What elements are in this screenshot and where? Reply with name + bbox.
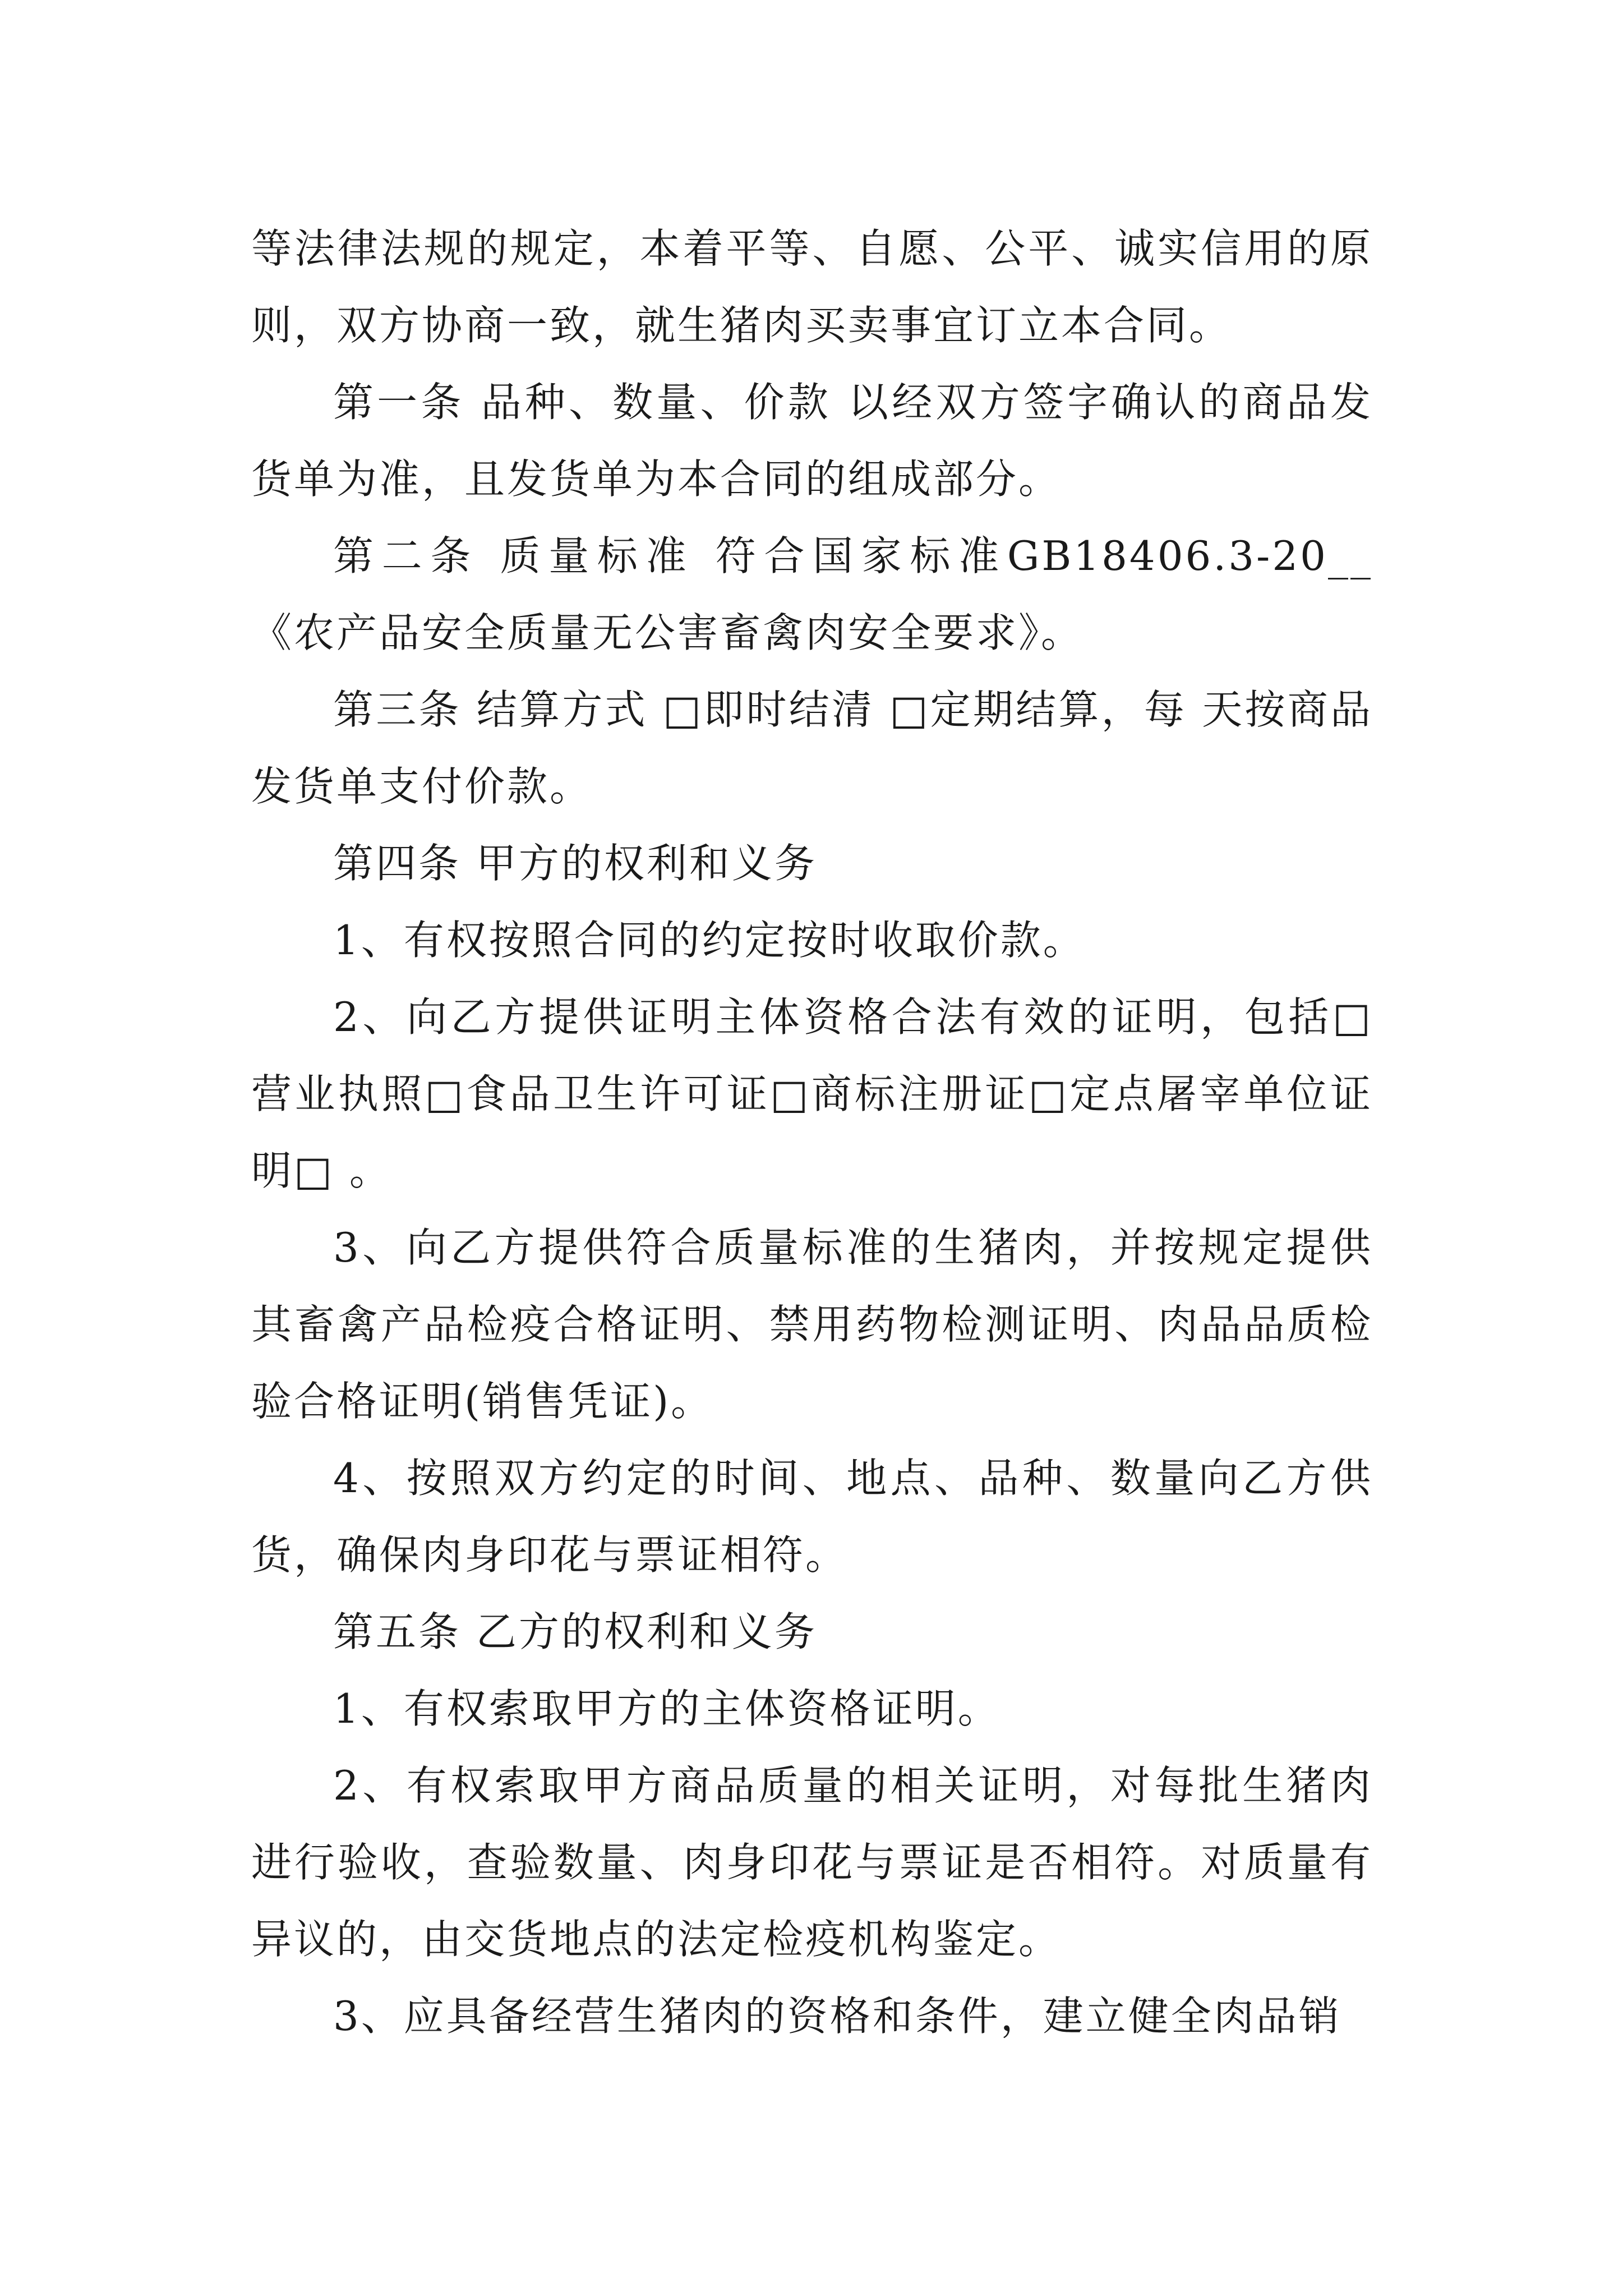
paragraph-article-3: 第三条 结算方式 □即时结清 □定期结算，每 天按商品发货单支付价款。 (251, 686, 1373, 810)
paragraph-article-4-item-1: 1、有权按照合同的约定按时收取价款。 (333, 917, 1086, 964)
paragraph-article-4-item-4: 4、按照双方约定的时间、地点、品种、数量向乙方供货，确保肉身印花与票证相符。 (251, 1455, 1373, 1579)
paragraph-article-4-item-3: 3、向乙方提供符合质量标准的生猪肉，并按规定提供其畜禽产品检疫合格证明、禁用药物检测证明、肉品品质检验合格证明(销售凭证)。 (251, 1224, 1373, 1425)
paragraph-article-2: 第二条 质量标准 符合国家标准GB18406.3-20__ 《农产品安全质量无公害畜禽肉安全要求》。 (251, 532, 1373, 656)
paragraph-intro: 等法律法规的规定，本着平等、自愿、公平、诚实信用的原则，双方协商一致，就生猪肉买卖事宜订立本合同。 (251, 225, 1373, 349)
paragraph-article-4-item-2: 2、向乙方提供证明主体资格合法有效的证明，包括□营业执照□食品卫生许可证□商标注册证□定点屠宰单位证明□ 。 (251, 993, 1373, 1194)
paragraph-article-1: 第一条 品种、数量、价款 以经双方签字确认的商品发货单为准，且发货单为本合同的组成部分。 (251, 379, 1373, 503)
paragraph-article-5-heading: 第五条 乙方的权利和义务 (333, 1608, 817, 1655)
paragraph-article-4-heading: 第四条 甲方的权利和义务 (333, 840, 817, 887)
document-body (251, 210, 1373, 2055)
paragraph-article-5-item-2: 2、有权索取甲方商品质量的相关证明，对每批生猪肉进行验收，查验数量、肉身印花与票证是否相符。对质量有异议的，由交货地点的法定检疫机构鉴定。 (251, 1762, 1373, 1963)
paragraph-article-5-item-1: 1、有权索取甲方的主体资格证明。 (333, 1685, 1000, 1732)
paragraph-article-5-item-3: 3、应具备经营生猪肉的资格和条件，建立健全肉品销 (333, 1993, 1341, 2040)
